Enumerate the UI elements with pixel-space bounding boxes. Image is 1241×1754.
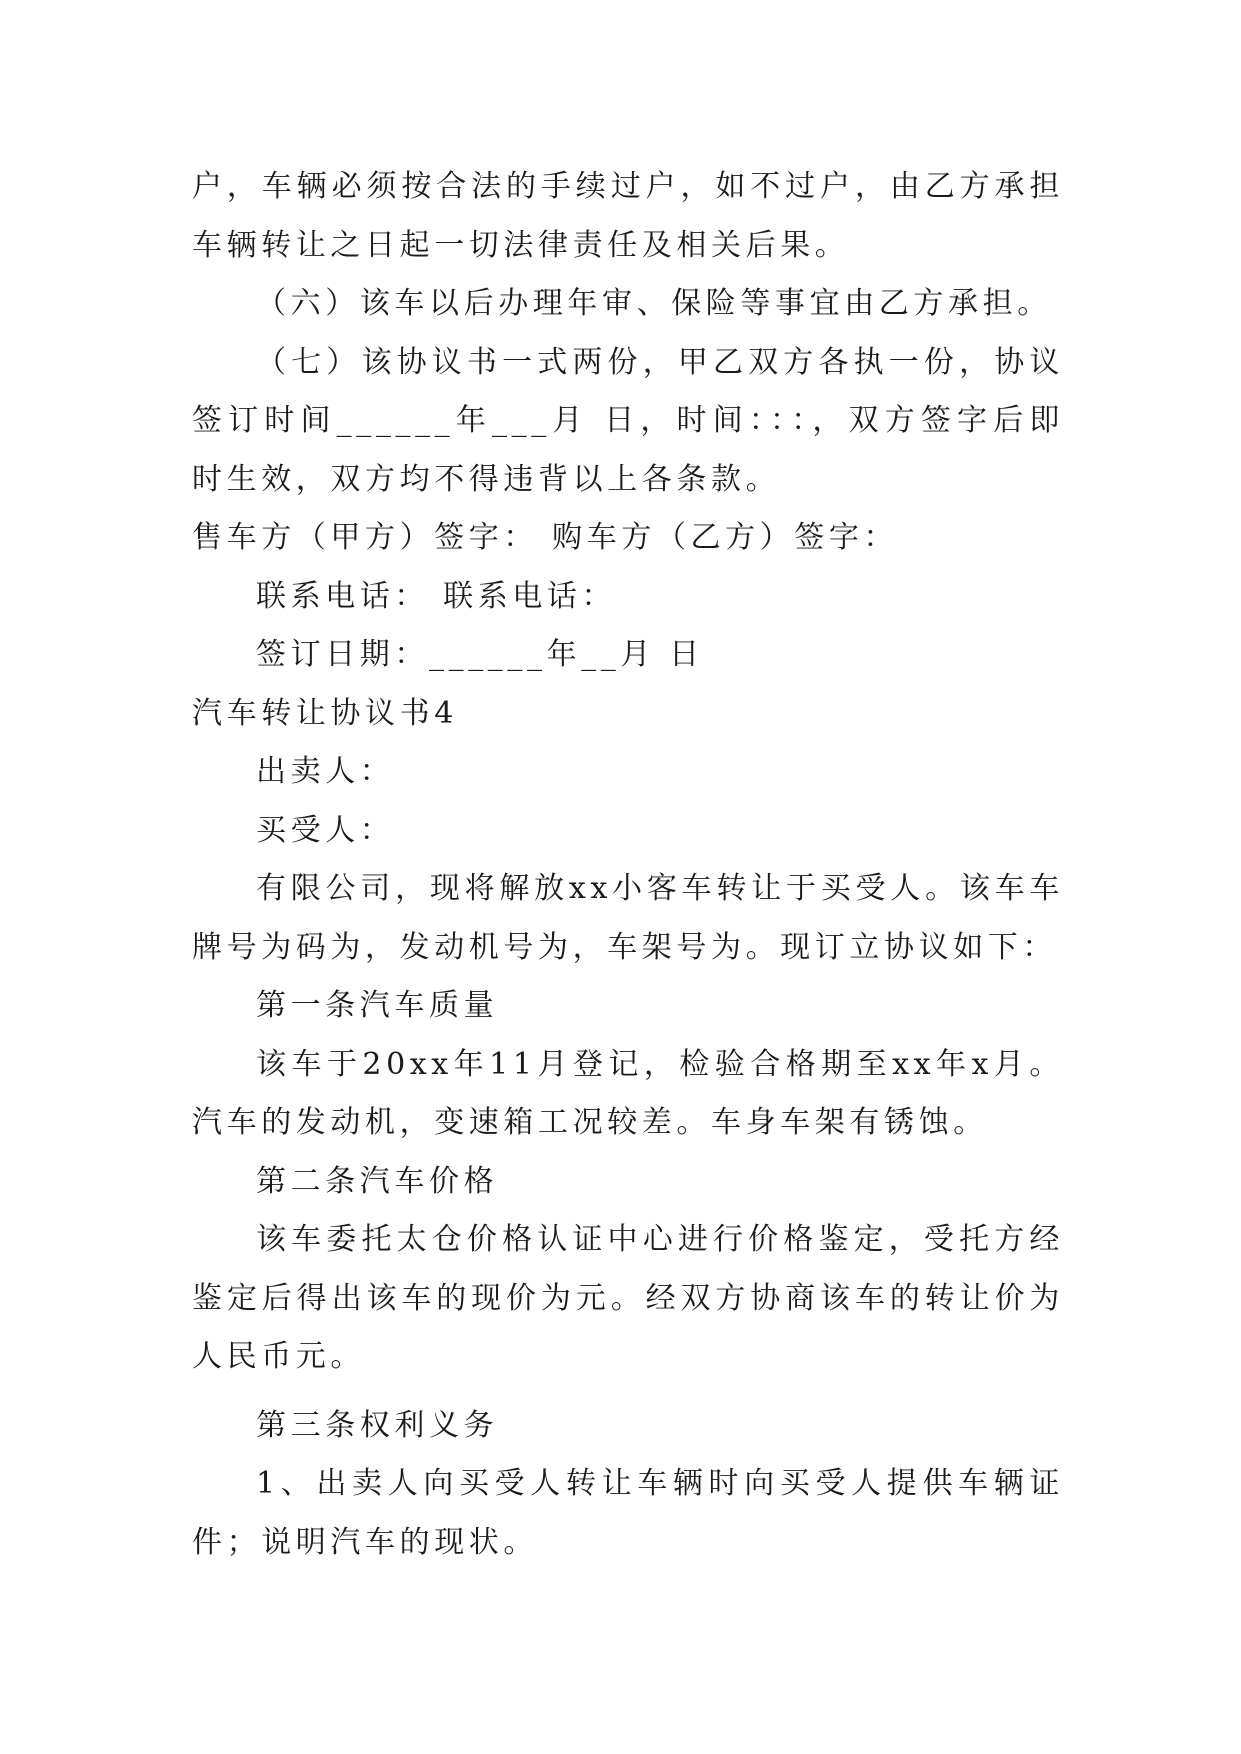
paragraph-clause-six: （六）该车以后办理年审、保险等事宜由乙方承担。 xyxy=(256,286,1052,321)
heading-article-three: 第三条权利义务 xyxy=(256,1407,499,1443)
paragraph-buyer: 买受人： xyxy=(256,812,395,848)
section-title-agreement-4: 汽车转让协议书4 xyxy=(192,695,458,731)
paragraph-transfer-liability: 户，车辆必须按合法的手续过户，如不过户，由乙方承担车辆转让之日起一切法律责任及相关后果。 xyxy=(192,169,1064,263)
paragraph-vehicle-price: 该车委托太仓价格认证中心进行价格鉴定，受托方经鉴定后得出该车的现价为元。经双方协商该车的转让价为人民币元。 xyxy=(192,1222,1064,1374)
paragraph-vehicle-quality: 该车于20xx年11月登记，检验合格期至xx年x月。汽车的发动机，变速箱工况较差。车身车架有锈蚀。 xyxy=(192,1046,1064,1140)
paragraph-sign-date: 签订日期：______年__月 日 xyxy=(256,637,704,672)
heading-article-two: 第二条汽车价格 xyxy=(256,1163,499,1199)
document-body xyxy=(192,158,1064,1572)
paragraph-seller-obligation: 1、出卖人向买受人转让车辆时向买受人提供车辆证件；说明汽车的现状。 xyxy=(192,1466,1064,1560)
paragraph-signatures: 售车方（甲方）签字： 购车方（乙方）签字： xyxy=(192,520,899,555)
heading-article-one: 第一条汽车质量 xyxy=(256,988,499,1023)
paragraph-intro: 有限公司，现将解放xx小客车转让于买受人。该车车牌号为码为，发动机号为，车架号为。现订立协议如下： xyxy=(192,871,1064,965)
paragraph-clause-seven: （七）该协议书一式两份，甲乙双方各执一份，协议签订时间______年___月 日，时间：：：，双方签字后即时生效，双方均不得违背以上各条款。 xyxy=(192,344,1064,497)
paragraph-phone: 联系电话： 联系电话： xyxy=(256,578,617,614)
paragraph-seller: 出卖人： xyxy=(256,754,395,789)
